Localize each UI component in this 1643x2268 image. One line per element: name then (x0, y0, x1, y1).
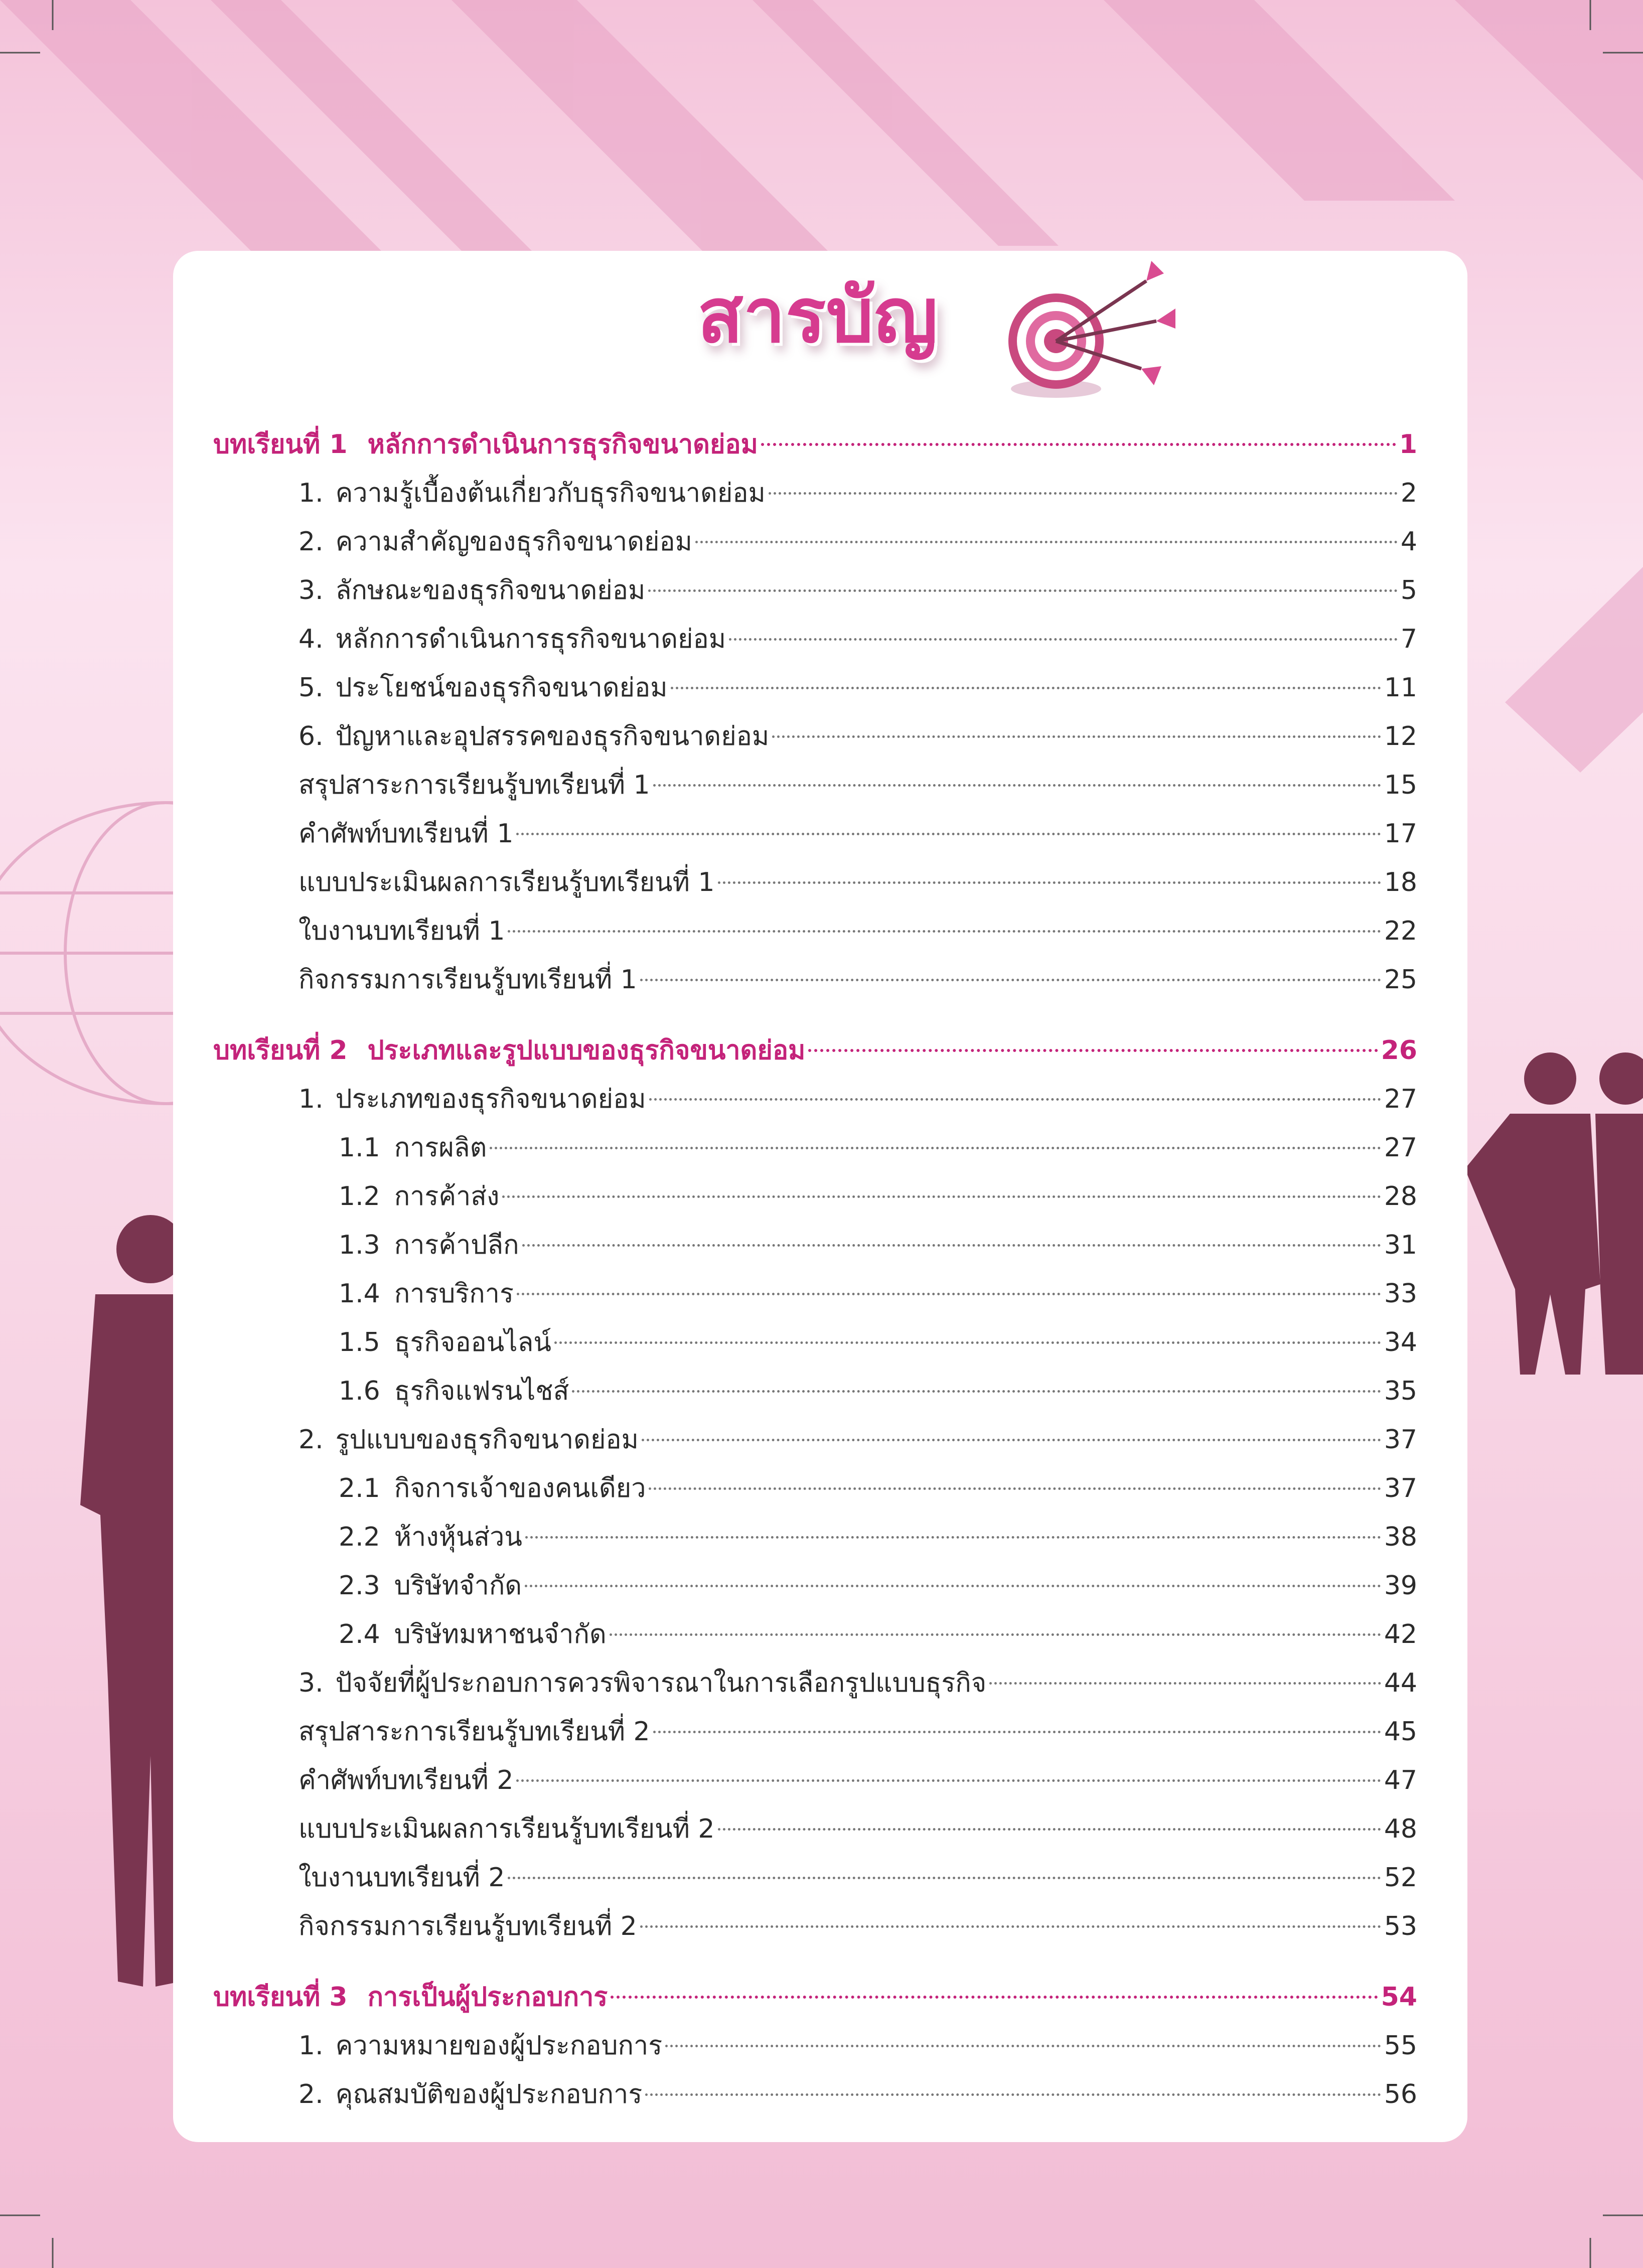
toc-entry-row (213, 1854, 1417, 1902)
toc-entry-row (213, 1221, 1417, 1270)
toc-chapter-row (213, 1973, 1417, 2022)
toc-entry-row (213, 1270, 1417, 1318)
toc-entry-row (213, 1610, 1417, 1659)
toc-entry-label: ใบงานบทเรียนที่ 2 (298, 1863, 505, 1893)
toc-entry-row (213, 1416, 1417, 1464)
toc-entry-row (213, 1464, 1417, 1513)
toc-dot-leader (695, 541, 1398, 543)
toc-page-number: 4 (1400, 527, 1417, 557)
toc-page-number: 37 (1384, 1473, 1417, 1503)
toc-entry-row (213, 1318, 1417, 1367)
toc-page-number: 11 (1384, 673, 1417, 703)
toc-entry-row (213, 518, 1417, 566)
toc-entry-row (213, 1075, 1417, 1124)
toc-entry-number: 5. (298, 673, 324, 703)
toc-entry-label: คุณสมบัติของผู้ประกอบการ (335, 2079, 643, 2109)
toc-dot-leader (645, 2093, 1381, 2096)
toc-dot-leader (648, 589, 1398, 592)
toc-entry-label: หลักการดำเนินการธุรกิจขนาดย่อม (335, 624, 726, 654)
toc-dot-leader (653, 784, 1381, 787)
toc-entry-label: ประเภทของธุรกิจขนาดย่อม (335, 1084, 646, 1114)
toc-page-number: 17 (1384, 819, 1417, 849)
toc-entry-label: บริษัทมหาชนจำกัด (394, 1619, 607, 1649)
toc-page-number: 39 (1384, 1571, 1417, 1601)
toc-page-number: 56 (1384, 2079, 1417, 2109)
toc-dot-leader (769, 492, 1398, 495)
toc-entry-label: การเป็นผู้ประกอบการ (367, 1982, 608, 2012)
toc-page-number: 22 (1384, 916, 1417, 946)
toc-page-number: 53 (1384, 1911, 1417, 1941)
toc-page-number: 7 (1400, 624, 1417, 654)
toc-entry-label: ความหมายของผู้ประกอบการ (335, 2031, 663, 2061)
toc-dot-leader (502, 1195, 1381, 1198)
toc-entry-label: คำศัพท์บทเรียนที่ 2 (298, 1765, 514, 1795)
toc-page-number: 54 (1381, 1982, 1417, 2012)
toc-entry-row (213, 1367, 1417, 1416)
toc-dot-leader (772, 735, 1381, 738)
toc-entry-row (213, 1902, 1417, 1951)
toc-dot-leader (761, 443, 1396, 446)
toc-entry-label: กิจการเจ้าของคนเดียว (394, 1473, 646, 1503)
toc-dot-leader (554, 1341, 1381, 1344)
toc-dot-leader (640, 979, 1381, 981)
toc-dot-leader (665, 2045, 1381, 2047)
toc-page-number: 55 (1384, 2031, 1417, 2061)
toc-entry-label: แบบประเมินผลการเรียนรู้บทเรียนที่ 1 (298, 867, 715, 897)
toc-entry-number: บทเรียนที่ 1 (213, 429, 348, 460)
toc-entry-number: บทเรียนที่ 2 (213, 1035, 348, 1066)
toc-entry-label: กิจกรรมการเรียนรู้บทเรียนที่ 2 (298, 1911, 637, 1941)
toc-entry-label: ความรู้เบื้องต้นเกี่ยวกับธุรกิจขนาดย่อม (335, 478, 766, 508)
toc-page-number: 48 (1384, 1814, 1417, 1844)
toc-entry-number: 1.4 (339, 1279, 380, 1309)
toc-dot-leader (729, 638, 1398, 641)
toc-entry-label: ธุรกิจแฟรนไชส์ (394, 1376, 569, 1406)
toc-entry-number: 4. (298, 624, 324, 654)
toc-entry-row (213, 810, 1417, 858)
toc-entry-row (213, 1513, 1417, 1562)
toc-entry-label: หลักการดำเนินการธุรกิจขนาดย่อม (367, 429, 758, 460)
toc-entry-row (213, 858, 1417, 907)
toc-dot-leader (649, 1098, 1381, 1101)
toc-page-number: 42 (1384, 1619, 1417, 1649)
toc-entry-row (213, 2022, 1417, 2070)
toc-dot-leader (640, 1925, 1381, 1928)
toc-page-number: 26 (1381, 1035, 1417, 1066)
toc-entry-row (213, 2070, 1417, 2119)
toc-dot-leader (808, 1049, 1378, 1052)
toc-entry-number: 1.6 (339, 1376, 380, 1406)
toc-page-number: 37 (1384, 1425, 1417, 1455)
toc-dot-leader (611, 1996, 1378, 1999)
toc-entry-row (213, 1659, 1417, 1708)
toc-entry-label: ความสำคัญของธุรกิจขนาดย่อม (335, 527, 692, 557)
toc-entry-row (213, 907, 1417, 956)
toc-entry-label: การผลิต (394, 1133, 487, 1163)
toc-dot-leader (490, 1147, 1381, 1149)
toc-chapter-row (213, 420, 1417, 469)
toc-entry-number: 1. (298, 2031, 324, 2061)
toc-dot-leader (718, 881, 1381, 884)
toc-dot-leader (508, 1877, 1381, 1879)
toc-entry-label: สรุปสาระการเรียนรู้บทเรียนที่ 1 (298, 770, 650, 800)
toc-entry-row (213, 1172, 1417, 1221)
toc-entry-label: ห้างหุ้นส่วน (394, 1522, 522, 1552)
toc-page-number: 1 (1399, 429, 1417, 460)
toc-entry-row (213, 1756, 1417, 1805)
toc-entry-row (213, 566, 1417, 615)
toc-entry-row (213, 1708, 1417, 1756)
toc-dot-leader (671, 687, 1381, 689)
toc-chapter-row (213, 1026, 1417, 1075)
toc-page-number: 31 (1384, 1230, 1417, 1260)
toc-entry-label: ปัญหาและอุปสรรคของธุรกิจขนาดย่อม (335, 721, 770, 751)
table-of-contents (213, 420, 1417, 2119)
toc-page-number: 12 (1384, 721, 1417, 751)
toc-dot-leader (525, 1585, 1381, 1587)
toc-entry-number: 3. (298, 1668, 324, 1698)
toc-entry-label: ลักษณะของธุรกิจขนาดย่อม (335, 575, 646, 606)
toc-entry-row (213, 761, 1417, 810)
dartboard-target-icon (996, 253, 1176, 404)
toc-entry-row (213, 469, 1417, 518)
toc-dot-leader (516, 833, 1381, 835)
toc-entry-label: แบบประเมินผลการเรียนรู้บทเรียนที่ 2 (298, 1814, 715, 1844)
toc-entry-number: 1. (298, 1084, 324, 1114)
toc-entry-label: ประเภทและรูปแบบของธุรกิจขนาดย่อม (367, 1035, 806, 1066)
toc-entry-row (213, 956, 1417, 1004)
toc-page-number: 45 (1384, 1717, 1417, 1747)
toc-dot-leader (508, 930, 1381, 933)
toc-dot-leader (653, 1731, 1381, 1733)
toc-entry-label: บริษัทจำกัด (394, 1571, 522, 1601)
toc-entry-label: สรุปสาระการเรียนรู้บทเรียนที่ 2 (298, 1717, 650, 1747)
toc-entry-number: 3. (298, 575, 324, 606)
toc-entry-label: กิจกรรมการเรียนรู้บทเรียนที่ 1 (298, 965, 637, 995)
toc-entry-label: การค้าปลีก (394, 1230, 519, 1260)
toc-page-number: 38 (1384, 1522, 1417, 1552)
toc-dot-leader (649, 1487, 1381, 1490)
toc-entry-number: 1.3 (339, 1230, 380, 1260)
toc-entry-number: บทเรียนที่ 3 (213, 1982, 348, 2012)
toc-dot-leader (610, 1633, 1381, 1636)
toc-entry-label: ธุรกิจออนไลน์ (394, 1327, 551, 1357)
toc-entry-row (213, 712, 1417, 761)
toc-page-number: 5 (1400, 575, 1417, 606)
toc-dot-leader (989, 1682, 1381, 1685)
toc-page-number: 47 (1384, 1765, 1417, 1795)
toc-page-number: 27 (1384, 1133, 1417, 1163)
toc-page-number: 27 (1384, 1084, 1417, 1114)
toc-entry-row (213, 615, 1417, 664)
toc-entry-number: 1.5 (339, 1327, 380, 1357)
toc-entry-row (213, 664, 1417, 712)
toc-entry-number: 6. (298, 721, 324, 751)
toc-page-number: 28 (1384, 1181, 1417, 1212)
toc-entry-number: 1.2 (339, 1181, 380, 1212)
toc-dot-leader (516, 1779, 1381, 1782)
toc-entry-label: คำศัพท์บทเรียนที่ 1 (298, 819, 514, 849)
toc-entry-label: การบริการ (394, 1279, 514, 1309)
toc-dot-leader (572, 1390, 1381, 1393)
toc-entry-row (213, 1124, 1417, 1172)
toc-dot-leader (517, 1293, 1381, 1295)
toc-entry-label: ประโยชน์ของธุรกิจขนาดย่อม (335, 673, 668, 703)
toc-entry-number: 2. (298, 2079, 324, 2109)
toc-page-number: 33 (1384, 1279, 1417, 1309)
toc-entry-number: 2.3 (339, 1571, 380, 1601)
toc-entry-number: 2.1 (339, 1473, 380, 1503)
toc-page-number: 18 (1384, 867, 1417, 897)
toc-entry-number: 2.2 (339, 1522, 380, 1552)
toc-page-number: 25 (1384, 965, 1417, 995)
toc-entry-number: 2.4 (339, 1619, 380, 1649)
toc-page-number: 2 (1400, 478, 1417, 508)
toc-entry-label: การค้าส่ง (394, 1181, 500, 1212)
toc-entry-label: รูปแบบของธุรกิจขนาดย่อม (335, 1425, 639, 1455)
toc-entry-number: 1.1 (339, 1133, 380, 1163)
toc-entry-row (213, 1805, 1417, 1854)
toc-entry-number: 2. (298, 527, 324, 557)
toc-entry-label: ปัจจัยที่ผู้ประกอบการควรพิจารณาในการเลือกรูปแบบธุรกิจ (335, 1668, 987, 1698)
toc-entry-number: 2. (298, 1425, 324, 1455)
toc-dot-leader (642, 1439, 1381, 1441)
toc-page-number: 44 (1384, 1668, 1417, 1698)
toc-entry-label: ใบงานบทเรียนที่ 1 (298, 916, 505, 946)
toc-page-number: 34 (1384, 1327, 1417, 1357)
toc-dot-leader (525, 1536, 1381, 1539)
toc-page-number: 35 (1384, 1376, 1417, 1406)
toc-dot-leader (522, 1244, 1381, 1247)
toc-entry-number: 1. (298, 478, 324, 508)
page-title: สารบัญ (697, 272, 938, 360)
toc-page-number: 15 (1384, 770, 1417, 800)
toc-dot-leader (718, 1828, 1381, 1831)
toc-entry-row (213, 1562, 1417, 1610)
toc-page-number: 52 (1384, 1863, 1417, 1893)
